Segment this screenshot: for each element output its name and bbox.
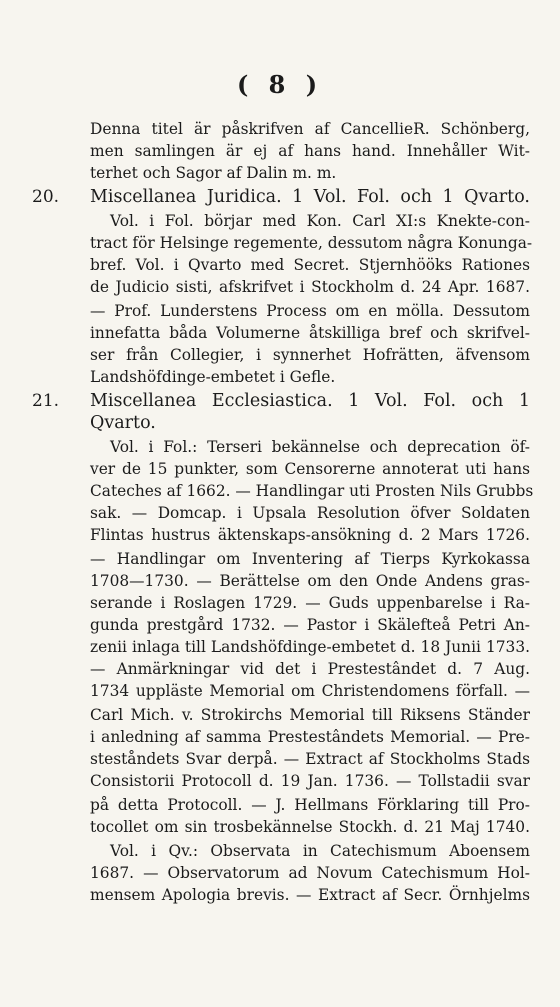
line-text: Vol. i Fol.: Terseri bekännelse och deprecation öf- — [110, 438, 530, 456]
line-text: gunda prestgård 1732. — Pastor i Skälefteå Petri An- — [90, 616, 530, 634]
body-text-line — [90, 524, 530, 546]
body-text-line — [90, 862, 530, 884]
line-text: Flintas hustrus äktenskaps-ansökning d. 2 Mars 1726. — [90, 526, 530, 544]
body-text-line — [90, 162, 530, 184]
line-text: Consistorii Protocoll d. 19 Jan. 1736. — Tollstadii svar — [90, 772, 530, 790]
body-text-line — [90, 300, 530, 322]
line-text: 1708—1730. — Berättelse om den Onde Andens gras- — [90, 572, 530, 590]
body-text-line — [90, 254, 530, 276]
body-text-line — [90, 412, 530, 434]
line-text: de Judicio sisti, afskrifvet i Stockholm d. 24 Apr. 1687. — [90, 278, 530, 296]
body-text-line — [90, 276, 530, 298]
line-text: Denna titel är påskrifven af CancellieR. Schönberg, — [90, 120, 530, 138]
body-text-line — [90, 658, 530, 680]
body-text-line — [90, 704, 530, 726]
line-text: Vol. i Qv.: Observata in Catechismum Aboensem — [110, 842, 530, 860]
body-text-line — [90, 794, 530, 816]
line-text: zenii inlaga till Landshöfdinge-embetet d. 18 Junii 1733. — [90, 638, 530, 656]
line-text: 1687. — Observatorum ad Novum Catechismum Hol- — [90, 864, 530, 882]
body-text-line — [90, 770, 530, 792]
line-text: 1734 uppläste Memorial om Christendomens förfall. — — [90, 682, 530, 700]
line-text: på detta Protocoll. — J. Hellmans Förklaring till Pro- — [90, 796, 530, 814]
line-text: Cateches af 1662. — Handlingar uti Prosten Nils Grubbs — [90, 482, 534, 500]
entry-number: 21. — [32, 391, 60, 411]
line-text: men samlingen är ej af hans hand. Innehåller Wit- — [90, 142, 530, 160]
body-text-line — [90, 636, 530, 658]
body-text-line — [90, 480, 534, 502]
line-text: — Prof. Lunderstens Process om en mölla. Dessutom — [90, 302, 530, 320]
line-text: steståndets Svar derpå. — Extract af Stockholms Stads — [90, 750, 530, 768]
body-text-line — [90, 570, 530, 592]
line-text: bref. Vol. i Qvarto med Secret. Stjernhööks Rationes — [90, 256, 530, 274]
line-text: serande i Roslagen 1729. — Guds uppenbarelse i Ra- — [90, 594, 530, 612]
body-text-line — [90, 680, 530, 702]
body-text-line — [90, 344, 530, 366]
line-text: Carl Mich. v. Strokirchs Memorial till Riksens Ständer — [90, 706, 530, 724]
line-text: Miscellanea Ecclesiastica. 1 Vol. Fol. och 1 — [90, 391, 530, 411]
line-text: — Anmärkningar vid det i Prestestândet d. 7 Aug. — [90, 660, 530, 678]
entry-number: 20. — [32, 187, 60, 207]
body-text-line — [110, 436, 530, 458]
entry-heading-line — [32, 390, 530, 412]
line-text: terhet och Sagor af Dalin m. m. — [90, 164, 337, 182]
line-text: Vol. i Fol. börjar med Kon. Carl XI:s Knekte-con- — [110, 212, 530, 230]
page-number: ( 8 ) — [236, 70, 324, 99]
line-text: — Handlingar om Inventering af Tierps Kyrkokassa — [90, 550, 530, 568]
body-text-line — [90, 884, 530, 906]
body-text-line — [90, 366, 530, 388]
body-text-line — [90, 502, 530, 524]
line-text: tocollet om sin trosbekännelse Stockh. d. 21 Maj 1740. — [90, 818, 530, 836]
body-text-line — [90, 592, 530, 614]
body-text-line — [90, 748, 530, 770]
line-text: Qvarto. — [90, 413, 156, 433]
body-text-line — [90, 548, 530, 570]
line-text: innefatta båda Volumerne åtskilliga bref och skrifvel- — [90, 324, 530, 342]
line-text: tract för Helsinge regemente, dessutom några Konunga- — [90, 234, 533, 252]
line-text: Miscellanea Juridica. 1 Vol. Fol. och 1 Qvarto. — [90, 187, 530, 207]
line-text: mensem Apologia brevis. — Extract af Secr. Örnhjelms — [90, 886, 530, 904]
body-text-line — [90, 458, 530, 480]
line-text: i anledning af samma Prestestândets Memorial. — Pre- — [90, 728, 530, 746]
line-text: ser från Collegier, i synnerhet Hofrätten, äfvensom — [90, 346, 530, 364]
body-text-line — [90, 614, 530, 636]
line-text: ver de 15 punkter, som Censorerne annoterat uti hans — [90, 460, 530, 478]
body-text-line — [90, 816, 530, 838]
body-text-line — [90, 118, 530, 140]
body-text-line — [90, 140, 530, 162]
body-text-line — [90, 322, 530, 344]
body-text-line — [90, 726, 530, 748]
entry-heading-line — [32, 186, 530, 208]
body-text-line — [110, 840, 530, 862]
body-text-line — [110, 210, 530, 232]
line-text: sak. — Domcap. i Upsala Resolution öfver Soldaten — [90, 504, 530, 522]
body-text-line — [90, 232, 533, 254]
line-text: Landshöfdinge-embetet i Gefle. — [90, 368, 336, 386]
